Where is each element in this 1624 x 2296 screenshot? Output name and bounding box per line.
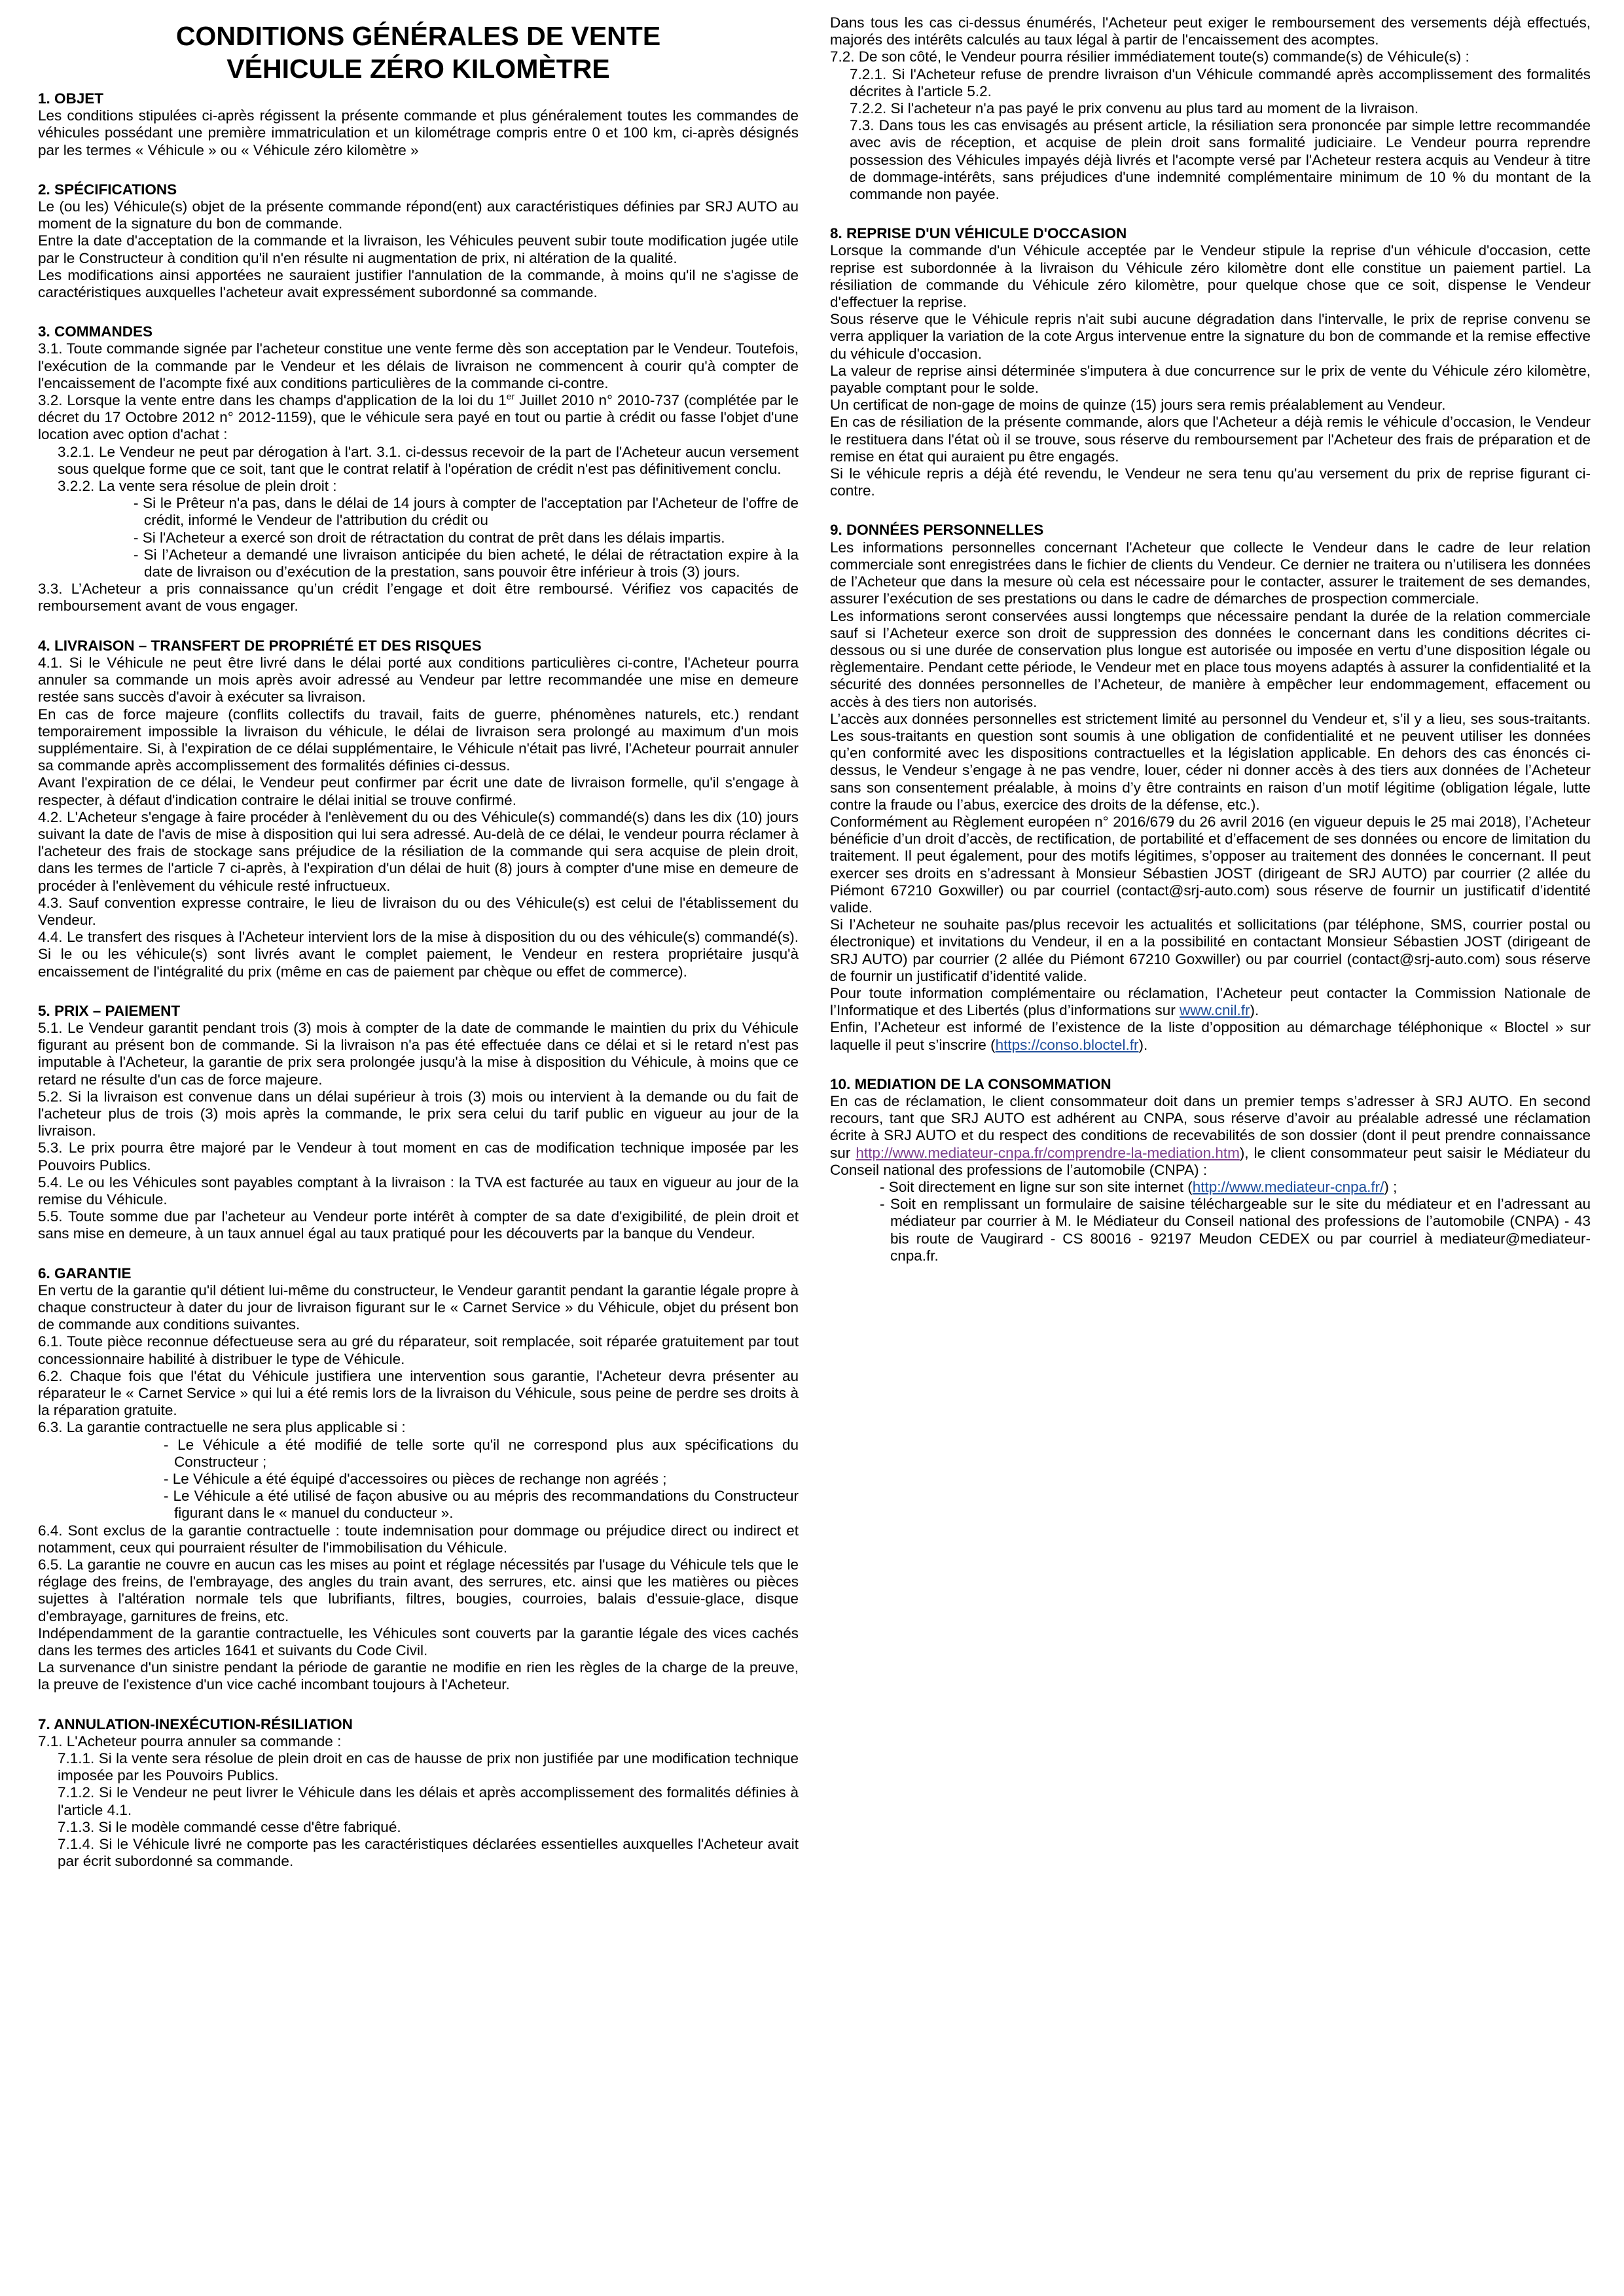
clause-3-3: 3.3. L’Acheteur a pris connaissance qu’un crédit l’engage et doit être remboursé. Vérifiez vos capacités de remboursement avant de vous engager. bbox=[38, 581, 799, 615]
clause-7-1: 7.1. L'Acheteur pourra annuler sa commande : bbox=[38, 1732, 342, 1749]
section-annulation bbox=[38, 1716, 799, 1871]
section-heading: 1. OBJET bbox=[38, 90, 104, 107]
section-heading: 5. PRIX – PAIEMENT bbox=[38, 1002, 181, 1019]
paragraph: Conformément au Règlement européen n° 2016/679 du 26 avril 2016 (en vigueur depuis le 25 mai 2018), l’Acheteur bénéficie d’un droit d’accès, de rectification, de portabilité et d’effacement de ses données ou encore de limitation du traitement. Il peut également, pour des motifs légitimes, s’opposer au traitement des données le concernant. Il peut exercer ses droits en s’adressant à Monsieur Sébastien JOST (dirigeant de SRJ AUTO) par courrier (2 allée du Piémont 67210 Goxwiller) ou par courriel (contact@srj-auto.com) sous réserve de fournir un justificatif d’identité valide. bbox=[830, 813, 1591, 916]
paragraph: Le (ou les) Véhicule(s) objet de la présente commande répond(ent) aux caractéristiques définies par SRJ AUTO au moment de la signature du bon de commande. bbox=[38, 198, 799, 232]
section-objet bbox=[38, 90, 799, 159]
text: ). bbox=[1138, 1036, 1148, 1053]
right-column bbox=[830, 14, 1591, 1287]
clause-6-2: 6.2. Chaque fois que l'état du Véhicule justifiera une intervention sous garantie, l'Acheteur devra présenter au réparateur le « Carnet Service » qui lui a été remis lors de la livraison du Véhicule, sous peine de perdre ses droits à la réparation gratuite. bbox=[38, 1367, 799, 1419]
paragraph: Si l’Acheteur ne souhaite pas/plus recevoir les actualités et sollicitations (par téléphone, SMS, courrier postal ou électronique) et invitations du Vendeur, il en a la possibilité en contactant Monsieur Sébastien JOST (dirigeant de SRJ AUTO) par courrier (2 allée du Piémont 67210 Goxwiller) ou par courriel (contact@srj-auto.com) sous réserve de fournir un justificatif d’identité valide. bbox=[830, 916, 1591, 984]
mediateur-site-link[interactable]: http://www.mediateur-cnpa.fr/ bbox=[1192, 1179, 1384, 1195]
section-heading: 10. MEDIATION DE LA CONSOMMATION bbox=[830, 1075, 1111, 1092]
clause-3-2-2: 3.2.2. La vente sera résolue de plein droit : bbox=[58, 478, 337, 495]
clause-7-2-2: 7.2.2. Si l'acheteur n'a pas payé le prix convenu au plus tard au moment de la livraison. bbox=[850, 100, 1419, 117]
section-donnees-personnelles bbox=[830, 522, 1591, 1053]
clause-7-3: 7.3. Dans tous les cas envisagés au présent article, la résiliation sera prononcée par simple lettre recommandée avec avis de réception, et acquise de plein droit sans formalité judiciaire. Le Vendeur pourra reprendre possession des Véhicules impayés déjà livrés et l'acompte versé par l'Acheteur restera acquis au Vendeur à titre de dommage-intérêts, sans préjudices d'une indemnité complémentaire minimum de 10 % du montant de la commande non payée. bbox=[850, 117, 1591, 203]
clause-3-2-b: Juillet 2010 n° 2010-737 (complétée par le décret du 17 Octobre 2012 n° 2012-1159), que le véhicule sera payé en tout ou partie à crédit ou fasse l'objet d'une location avec option d'achat : bbox=[38, 392, 799, 443]
section-specifications bbox=[38, 181, 799, 301]
section-heading: 4. LIVRAISON – TRANSFERT DE PROPRIÉTÉ ET DES RISQUES bbox=[38, 637, 482, 654]
paragraph bbox=[830, 1093, 1591, 1179]
clause-4-3: 4.3. Sauf convention expresse contraire, le lieu de livraison du ou des Véhicule(s) est celui de l'établissement du Vendeur. bbox=[38, 894, 799, 928]
text: - Soit directement en ligne sur son site internet ( bbox=[880, 1179, 1193, 1195]
clause-7-2: 7.2. De son côté, le Vendeur pourra résilier immédiatement toute(s) commande(s) de Véhicule(s) : bbox=[830, 48, 1470, 65]
paragraph: En vertu de la garantie qu'il détient lui-même du constructeur, le Vendeur garantit pendant la garantie légale propre à chaque constructeur à dater du jour de livraison figurant sur le « Carnet Service » du Véhicule, objet du présent bon de commande aux conditions suivantes. bbox=[38, 1282, 799, 1333]
section-heading: 8. REPRISE D'UN VÉHICULE D'OCCASION bbox=[830, 225, 1127, 242]
title-line-2: VÉHICULE ZÉRO KILOMÈTRE bbox=[226, 54, 610, 84]
clause-5-3: 5.3. Le prix pourra être majoré par le Vendeur à tout moment en cas de modification technique imposée par les Pouvoirs Publics. bbox=[38, 1139, 799, 1174]
paragraph bbox=[830, 1019, 1591, 1053]
paragraph bbox=[830, 985, 1591, 1019]
section-garantie bbox=[38, 1265, 799, 1694]
section-commandes bbox=[38, 323, 799, 615]
paragraph: Un certificat de non-gage de moins de quinze (15) jours sera remis préalablement au Vendeur. bbox=[830, 397, 1446, 414]
clause-5-2: 5.2. Si la livraison est convenue dans un délai supérieur à trois (3) mois ou intervient à la demande ou du fait de l'acheteur plus de trois (3) mois après la commande, le prix sera celui du tarif public en vigueur au jour de la livraison. bbox=[38, 1088, 799, 1139]
mediation-info-link[interactable]: http://www.mediateur-cnpa.fr/comprendre-la-mediation.htm bbox=[856, 1144, 1240, 1161]
section-livraison bbox=[38, 637, 799, 980]
paragraph: La valeur de reprise ainsi déterminée s'imputera à due concurrence sur le prix de vente du Véhicule zéro kilomètre, payable comptant pour le solde. bbox=[830, 362, 1591, 397]
clause-5-5: 5.5. Toute somme due par l'acheteur au Vendeur porte intérêt à compter de sa date d'exigibilité, de plein droit et sans mise en demeure, à un taux annuel égal au taux pratiqué pour les découverts par la banque du Vendeur. bbox=[38, 1208, 799, 1242]
clause-7-1-2: 7.1.2. Si le Vendeur ne peut livrer le Véhicule dans les délais et après accomplissement des formalités définies à l'article 4.1. bbox=[58, 1784, 799, 1818]
paragraph: L’accès aux données personnelles est strictement limité au personnel du Vendeur et, s’il y a lieu, ses sous-traitants. Les sous-traitants en question sont soumis à une obligation de confidentialité et ne peuvent utiliser les données qu’en conformité avec les dispositions contractuelles et la législation applicable. En dehors des cas énoncés ci-dessus, le Vendeur s’engage à ne pas vendre, louer, céder ni donner accès à des tiers aux données de l’Acheteur sans son consentement préalable, à moins d’y être contraints en raison d’un motif légitime (obligation légale, lutte contre la fraude ou l’abus, exercice des droits de la défense, etc.). bbox=[830, 710, 1591, 813]
list-item: - Si l’Acheteur a demandé une livraison anticipée du bien acheté, le délai de rétractation expire à la date de livraison ou d’exécution de la prestation, sans pouvoir être inférieur à trois (3) jours. bbox=[134, 546, 799, 581]
section-heading: 2. SPÉCIFICATIONS bbox=[38, 181, 177, 198]
paragraph: Les modifications ainsi apportées ne sauraient justifier l'annulation de la commande, à moins qu'il ne s'agisse de caractéristiques auxquelles l'acheteur avait expressément subordonné sa commande. bbox=[38, 266, 799, 301]
clause-7-1-1: 7.1.1. Si la vente sera résolue de plein droit en cas de hausse de prix non justifiée par une modification technique imposée par les Pouvoirs Publics. bbox=[58, 1750, 799, 1784]
clause-6-4: 6.4. Sont exclus de la garantie contractuelle : toute indemnisation pour dommage ou préjudice direct ou indirect et notamment, ceux qui pourraient résulter de l'immobilisation du Véhicule. bbox=[38, 1522, 799, 1556]
paragraph: En cas de résiliation de la présente commande, alors que l'Acheteur a déjà remis le véhicule d’occasion, le Vendeur le restituera dans l'état où il se trouve, sous réserve du remboursement par l'Acheteur des frais de préparation et de remise en état qui auraient pu être engagés. bbox=[830, 414, 1591, 465]
text: ) ; bbox=[1384, 1179, 1398, 1195]
title-line-1: CONDITIONS GÉNÉRALES DE VENTE bbox=[175, 21, 661, 51]
clause-3-1: 3.1. Toute commande signée par l'acheteur constitue une vente ferme dès son acceptation par le Vendeur. Toutefois, l'exécution de la commande par le Vendeur et les délais de livraison ne commencent à courir qu'à compter de l'encaissement de l'acompte fixé aux conditions particulières de la commande ci-contre. bbox=[38, 340, 799, 391]
section-heading: 7. ANNULATION-INEXÉCUTION-RÉSILIATION bbox=[38, 1715, 353, 1732]
paragraph: Dans tous les cas ci-dessus énumérés, l'Acheteur peut exiger le remboursement des versements déjà effectués, majorés des intérêts calculés au taux légal à partir de l'encaissement des acomptes. bbox=[830, 14, 1591, 48]
text: ). bbox=[1250, 1002, 1259, 1019]
list-item: - Le Véhicule a été équipé d'accessoires ou pièces de rechange non agréés ; bbox=[164, 1471, 667, 1488]
text: ), le client consommateur peut saisir le Médiateur du Conseil national des professions de l’automobile (CNPA) : bbox=[830, 1144, 1591, 1178]
clause-4-1: 4.1. Si le Véhicule ne peut être livré dans le délai porté aux conditions particulières ci-contre, l'Acheteur pourra annuler sa commande un mois après avoir adressé au Vendeur par lettre recommandée une mise en demeure restée sans succès d'avoir à exécuter sa livraison. bbox=[38, 654, 799, 706]
paragraph: Entre la date d'acceptation de la commande et la livraison, les Véhicules peuvent subir toute modification jugée utile par le Constructeur à condition qu'il n'en résulte ni augmentation de prix, ni altération de la qualité. bbox=[38, 232, 799, 266]
clause-4-4: 4.4. Le transfert des risques à l'Acheteur intervient lors de la mise à disposition du ou des véhicule(s) commandé(s). Si le ou les véhicule(s) sont livrés avant le complet paiement, le Vendeur en restera propriétaire jusqu'à encaissement de l'intégralité du prix (même en cas de paiement par chèque ou effet de commerce). bbox=[38, 929, 799, 980]
list-item: - Si le Prêteur n'a pas, dans le délai de 14 jours à compter de l'acceptation par l'Acheteur de l'offre de crédit, informé le Vendeur de l'attribution du crédit ou bbox=[134, 495, 799, 529]
clause-3-2 bbox=[38, 392, 799, 444]
clause-3-2-sup: er bbox=[506, 391, 515, 402]
clause-7-1-4: 7.1.4. Si le Véhicule livré ne comporte pas les caractéristiques déclarées essentielles auxquelles l'Acheteur avait par écrit subordonné sa commande. bbox=[58, 1836, 799, 1870]
section-reprise bbox=[830, 225, 1591, 499]
paragraph: Les informations personnelles concernant l'Acheteur que collecte le Vendeur dans le cadre de leur relation commerciale sont enregistrées dans le fichier de clients du Vendeur. Ce dernier ne traitera ou n’utilisera les données de l’Acheteur que dans la mesure où cela est nécessaire pour le contacter, assurer le traitement de ses demandes, assurer l’exécution de ses prestations ou dans le cadre de démarches de prospection commerciale. bbox=[830, 539, 1591, 607]
clause-6-3: 6.3. La garantie contractuelle ne sera plus applicable si : bbox=[38, 1419, 406, 1436]
paragraph: Avant l'expiration de ce délai, le Vendeur peut confirmer par écrit une date de livraison formelle, qu'il s'engage à respecter, à défaut d'indication contraire le délai initial se trouve confirmé. bbox=[38, 774, 799, 808]
list-item bbox=[830, 1179, 1591, 1196]
list-item: - Le Véhicule a été modifié de telle sorte qu'il ne correspond plus aux spécifications du Constructeur ; bbox=[164, 1436, 799, 1470]
clause-3-2-1: 3.2.1. Le Vendeur ne peut par dérogation à l'art. 3.1. ci-dessus recevoir de la part de l'Acheteur aucun versement sous quelque forme que ce soit, tant que le contrat relatif à l'opération de crédit n'est pas définitivement conclu. bbox=[58, 443, 799, 477]
clause-5-4: 5.4. Le ou les Véhicules sont payables comptant à la livraison : la TVA est facturée au taux en vigueur au jour de la remise du Véhicule. bbox=[38, 1174, 799, 1208]
section-heading: 9. DONNÉES PERSONNELLES bbox=[830, 522, 1044, 539]
paragraph: En cas de force majeure (conflits collectifs du travail, faits de guerre, phénomènes naturels, etc.) rendant temporairement impossible la livraison du véhicule, le délai de livraison sera prolongé au maximum d'un mois supplémentaire. Si, à l'expiration de ce délai supplémentaire, le Véhicule n'était pas livré, l'Acheteur pourrait annuler sa commande après accomplissement des formalités définies ci-dessus. bbox=[38, 706, 799, 774]
paragraph: Si le véhicule repris a déjà été revendu, le Vendeur ne sera tenu qu'au versement du prix de reprise figurant ci-contre. bbox=[830, 465, 1591, 499]
list-item: - Soit en remplissant un formulaire de saisine téléchargeable sur le site du médiateur et en l’adressant au médiateur par courrier à M. le Médiateur du Conseil national des professions de l’automobile (CNPA) - 43 bis route de Vaugirard - CS 80016 - 92197 Meudon CEDEX ou par courriel à mediateur@mediateur-cnpa.fr. bbox=[880, 1196, 1591, 1264]
paragraph: Sous réserve que le Véhicule repris n'ait subi aucune dégradation dans l'intervalle, le prix de reprise convenu se verra appliquer la variation de la cote Argus intervenue entre la signature du bon de commande et la remise effective du véhicule d'occasion. bbox=[830, 311, 1591, 362]
text: Enfin, l’Acheteur est informé de l’existence de la liste d’opposition au démarchage téléphonique « Bloctel » sur laquelle il peut s’inscrire ( bbox=[830, 1019, 1591, 1053]
clause-6-1: 6.1. Toute pièce reconnue défectueuse sera au gré du réparateur, soit remplacée, soit réparée gratuitement par tout concessionnaire habilité à distribuer le type de Véhicule. bbox=[38, 1333, 799, 1367]
clause-5-1: 5.1. Le Vendeur garantit pendant trois (3) mois à compter de la date de commande le maintien du prix du Véhicule figurant au présent bon de commande. Si la livraison n'a pas été effectuée dans ce délai et si le retard n'est pas imputable à l'Acheteur, la garantie de prix sera prolongée jusqu'à la mise à disposition du Véhicule, à moins que ce retard ne résulte d'un cas de force majeure. bbox=[38, 1019, 799, 1088]
bloctel-link[interactable]: https://conso.bloctel.fr bbox=[995, 1036, 1139, 1053]
paragraph: Indépendamment de la garantie contractuelle, les Véhicules sont couverts par la garantie légale des vices cachés dans les termes des articles 1641 et suivants du Code Civil. bbox=[38, 1624, 799, 1659]
clause-6-5: 6.5. La garantie ne couvre en aucun cas les mises au point et réglage nécessités par l'usage du Véhicule tels que le réglage des freins, de l'embrayage, des angles du train avant, des serrures, etc. ainsi que les matières ou pièces sujettes à l'altération normale tels que lubrifiants, filtres, bougies, courroies, balais d'essuie-glace, disque d'embrayage, garnitures de freins, etc. bbox=[38, 1556, 799, 1624]
clause-7-1-3: 7.1.3. Si le modèle commandé cesse d'être fabriqué. bbox=[58, 1818, 401, 1835]
clause-3-2-a: 3.2. Lorsque la vente entre dans les champs d'application de la loi du 1 bbox=[38, 392, 507, 409]
paragraph: La survenance d'un sinistre pendant la période de garantie ne modifie en rien les règles de la charge de la preuve, la preuve de l'existence d'un vice caché incombant toujours à l'Acheteur. bbox=[38, 1659, 799, 1693]
clause-4-2: 4.2. L'Acheteur s'engage à faire procéder à l'enlèvement du ou des Véhicule(s) commandé(s) dans les dix (10) jours suivant la date de l'avis de mise à disposition qui lui sera adressé. Au-delà de ce délai, le vendeur pourra réclamer à l'acheteur des frais de stockage sans préjudice de la résiliation de la commande qui sera acquise de plein droit, dans les termes de l'article 7 ci-après, à l'expiration d'un délai de huit (8) jours à compter d'une mise en demeure de procéder à l'enlèvement du véhicule resté infructueux. bbox=[38, 808, 799, 894]
text: Pour toute information complémentaire ou réclamation, l’Acheteur peut contacter la Commission Nationale de l’Informatique et des Libertés (plus d’informations sur bbox=[830, 984, 1591, 1019]
document-title bbox=[38, 20, 799, 85]
list-item: - Si l'Acheteur a exercé son droit de rétractation du contrat de prêt dans les délais impartis. bbox=[134, 529, 725, 546]
paragraph: Lorsque la commande d'un Véhicule acceptée par le Vendeur stipule la reprise d'un véhicule d'occasion, cette reprise est subordonnée à la livraison du Véhicule zéro kilomètre dont elle constitue un paiement partiel. La résiliation de commande du Véhicule zéro kilomètre, pour quelque chose que ce soit, dispense le Vendeur d'effectuer la reprise. bbox=[830, 242, 1591, 311]
clause-7-2-1: 7.2.1. Si l'Acheteur refuse de prendre livraison d'un Véhicule commandé après accomplissement des formalités décrites à l'article 5.2. bbox=[850, 65, 1591, 99]
section-mediation bbox=[830, 1076, 1591, 1265]
cnil-link[interactable]: www.cnil.fr bbox=[1180, 1002, 1250, 1019]
paragraph: Les conditions stipulées ci-après régissent la présente commande et plus généralement toutes les commandes de véhicules possédant une première immatriculation et un kilométrage compris entre 0 et 100 km, ci-après désignés par les termes « Véhicule » ou « Véhicule zéro kilomètre » bbox=[38, 107, 799, 158]
paragraph: Les informations seront conservées aussi longtemps que nécessaire pendant la durée de la relation commerciale sauf si l’Acheteur exerce son droit de suppression des données le concernant dans les conditions décrites ci-dessous ou si une durée de conservation plus longue est autorisée ou imposée en vertu d’une disposition légale ou règlementaire. Pendant cette période, le Vendeur met en place tous moyens adaptés à assurer la confidentialité et la sécurité des données personnelles de l’Acheteur, de manière à empêcher leur endommagement, effacement ou accès à des tiers non autorisés. bbox=[830, 607, 1591, 710]
left-column bbox=[38, 12, 799, 1871]
text: En cas de réclamation, le client consommateur doit dans un premier temps s’adresser à SRJ AUTO. En second recours, tant que SRJ AUTO est adhérent au CNPA, sous réserve d’avoir au préalable adressé une réclamation écrite à SRJ AUTO et du respect des conditions de recevabilités de son dossier (dont il peut prendre connaissance sur bbox=[830, 1092, 1591, 1161]
section-prix-paiement bbox=[38, 1003, 799, 1243]
section-heading: 3. COMMANDES bbox=[38, 323, 153, 340]
section-annulation-continued bbox=[830, 14, 1591, 203]
list-item: - Le Véhicule a été utilisé de façon abusive ou au mépris des recommandations du Constructeur figurant dans le « manuel du conducteur ». bbox=[164, 1488, 799, 1522]
section-heading: 6. GARANTIE bbox=[38, 1265, 132, 1282]
